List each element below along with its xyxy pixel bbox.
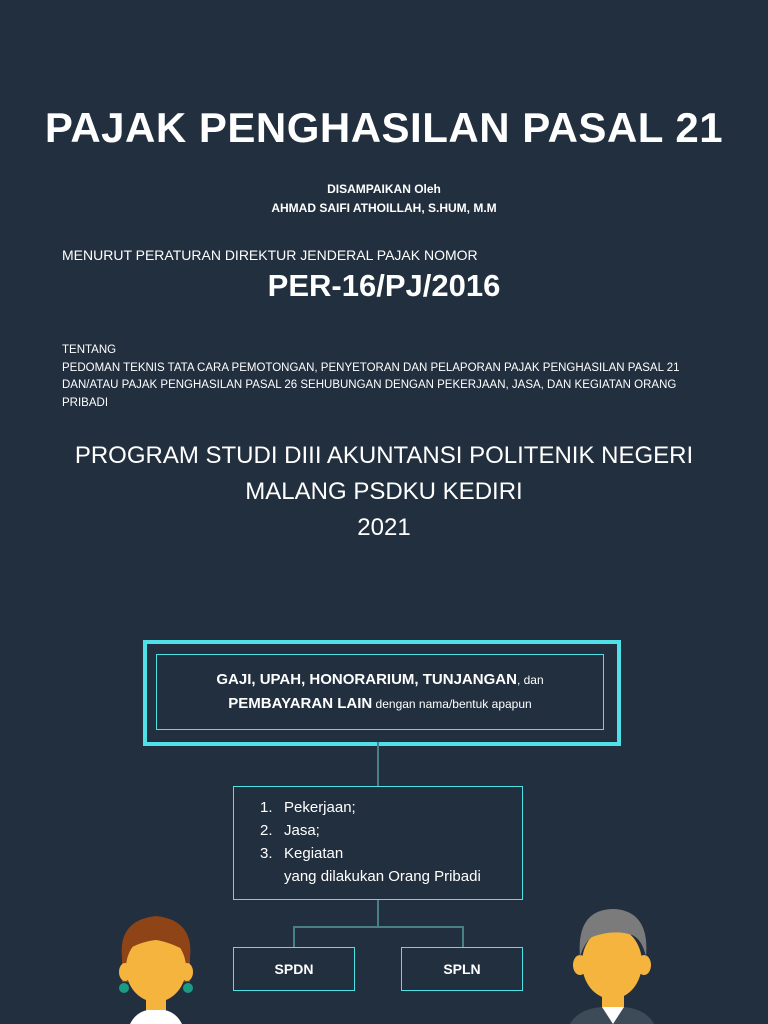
list-item: 3. Kegiatan (260, 845, 344, 862)
list-item: 2. Jasa; (260, 822, 320, 839)
income-conjunction: , dan (516, 673, 544, 687)
spdn-box: SPDN (233, 947, 355, 991)
about-block (62, 342, 722, 412)
list-item: 1. Pekerjaan; (260, 799, 356, 816)
list-continuation: yang dilakukan Orang Pribadi (284, 868, 481, 885)
connector-left (293, 926, 295, 947)
program-block (0, 438, 768, 546)
man-avatar-icon (562, 905, 662, 1024)
income-types: GAJI, UPAH, HONORARIUM, TUNJANGAN (216, 671, 517, 688)
presenter-label: DISAMPAIKAN Oleh (327, 182, 441, 196)
connector-top (377, 742, 379, 786)
connector-right (462, 926, 464, 947)
regulation-number: PER-16/PJ/2016 (267, 268, 501, 303)
income-line-2 (228, 692, 531, 716)
about-label: TENTANG (62, 344, 117, 356)
about-text: PEDOMAN TEKNIS TATA CARA PEMOTONGAN, PENYETORAN DAN PELAPORAN PAJAK PENGHASILAN PASAL 21 DAN/ATAU PAJAK PENGHASILAN PASAL 26 SEHUBUNGAN DENGAN PEKERJAAN, JASA, DAN KEGIATAN ORANG PRIBADI (62, 361, 680, 409)
program-year: 2021 (357, 514, 411, 541)
spln-box: SPLN (401, 947, 523, 991)
income-line-1 (216, 668, 543, 692)
presenter-name: AHMAD SAIFI ATHOILLAH, S.HUM, M.M (271, 201, 497, 215)
page-title: PAJAK PENGHASILAN PASAL 21 (44, 104, 724, 151)
connector-branch (293, 926, 463, 928)
connector-middle (377, 900, 379, 927)
other-payments-note: dengan nama/bentuk apapun (372, 697, 532, 711)
woman-avatar-icon (108, 912, 204, 1024)
other-payments: PEMBAYARAN LAIN (228, 695, 373, 712)
program-line-2: MALANG PSDKU KEDIRI (245, 478, 523, 505)
regulation-intro: MENURUT PERATURAN DIREKTUR JENDERAL PAJAK NOMOR (62, 247, 478, 263)
activity-list-box (233, 786, 523, 900)
program-line-1: PROGRAM STUDI DIII AKUNTANSI POLITENIK NEGERI (74, 442, 694, 469)
income-box (156, 654, 604, 730)
presenter-block (0, 180, 768, 218)
